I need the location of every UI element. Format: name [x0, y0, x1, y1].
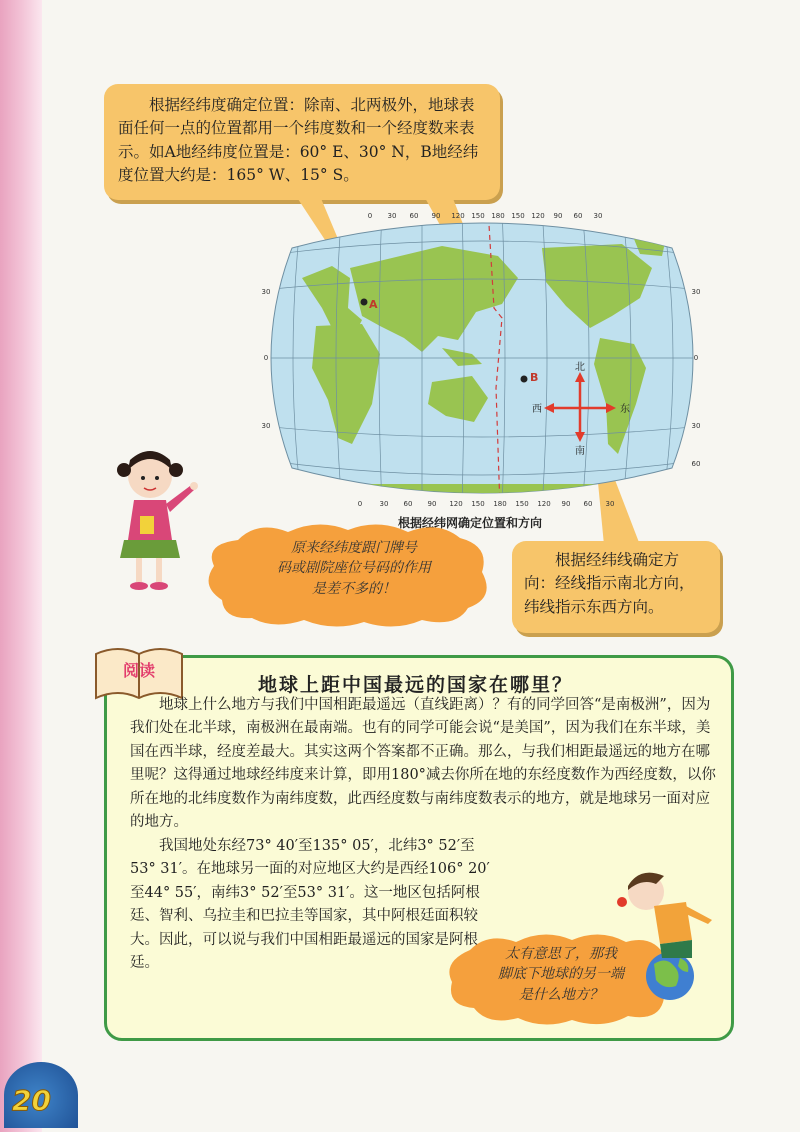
- bubble-left-line: 原来经纬度跟门牌号: [291, 540, 417, 556]
- bottom-tick: 180: [493, 500, 507, 508]
- bubble-right-line: 脚底下地球的另一端: [498, 966, 624, 983]
- top-tick: 180: [491, 212, 505, 220]
- bottom-tick: 30: [605, 500, 615, 508]
- compass-west: 西: [532, 404, 542, 415]
- bottom-tick: 30: [379, 500, 389, 508]
- callout-right-text: 根据经纬线确定方向：经线指示南北方向，纬线指示东西方向。: [524, 551, 695, 616]
- point-a-label: A: [369, 298, 378, 311]
- girl-thought-bubble: [198, 520, 498, 630]
- map-caption: 根据经纬网确定位置和方向: [398, 516, 543, 530]
- bottom-tick: 90: [561, 500, 571, 508]
- bottom-tick: 150: [515, 500, 529, 508]
- bubble-right-line: 太有意思了，那我: [505, 946, 617, 962]
- reading-paragraph: 我国地处东经73° 40′至135° 05′，北纬3° 52′至53° 31′。在地球另一面的对应地区大约是西经106° 20′至44° 55′，南纬3° 52′至53° 31′。这一地区包括阿根廷、智利、乌拉圭和巴拉圭等国家，其中阿根廷面积较大。因此，可以说与我们中国相距最遥远的国家是阿根廷。: [130, 837, 490, 972]
- top-tick: 150: [511, 212, 525, 220]
- point-a-marker: [361, 299, 368, 306]
- bottom-tick: 120: [449, 500, 463, 508]
- top-tick: 120: [531, 212, 545, 220]
- boy-on-globe-illustration: [616, 862, 728, 1002]
- bubble-left-line: 是差不多的！: [312, 580, 396, 597]
- top-tick: 30: [593, 212, 603, 220]
- bottom-tick: 150: [471, 500, 485, 508]
- top-tick: 120: [451, 212, 465, 220]
- compass-north: 北: [575, 362, 585, 373]
- top-tick: 60: [573, 212, 583, 220]
- bottom-tick: 90: [427, 500, 437, 508]
- girl-illustration: [110, 442, 206, 594]
- reading-paragraph: 地球上什么地方与我们中国相距最遥远（直线距离）？有的同学回答“是南极洲”，因为我们处在北半球，南极洲在最南端。也有的同学可能会说“是美国”，因为我们在东半球，美国在西半球，经度差最大。其实这两个答案都不正确。那么，与我们相距最遥远的地方在哪里呢？这得通过地球经纬度来计算，即用180°减去你所在地的东经度数作为西经度数，以你所在地的北纬度数作为南纬度数，此西经度数与南纬度数表示的地方，就是地球另一面对应的地方。: [130, 697, 716, 831]
- compass-east: 东: [620, 404, 630, 415]
- world-map: [262, 208, 702, 508]
- left-tick: 0: [263, 354, 269, 362]
- left-tick: 30: [262, 422, 271, 430]
- top-tick: 90: [431, 212, 441, 220]
- right-tick: 30: [691, 288, 701, 296]
- reading-title: 地球上距中国最远的国家在哪里？: [258, 674, 574, 696]
- page-number: 20: [12, 1084, 51, 1117]
- point-b-label: B: [530, 371, 539, 384]
- left-tick: 30: [262, 288, 271, 296]
- top-tick: 60: [409, 212, 419, 220]
- bottom-tick: 0: [357, 500, 363, 508]
- point-b-marker: [521, 376, 528, 383]
- bubble-right-line: 是什么地方？: [519, 986, 603, 1003]
- bottom-tick: 60: [403, 500, 413, 508]
- right-tick: 30: [691, 422, 701, 430]
- top-tick: 30: [387, 212, 397, 220]
- bottom-tick: 120: [537, 500, 551, 508]
- bubble-left-line: 码或剧院座位号码的作用: [277, 560, 431, 577]
- direction-callout: [512, 541, 720, 633]
- reading-badge-text: 阅读: [122, 661, 156, 680]
- bottom-tick: 60: [583, 500, 593, 508]
- top-tick: 90: [553, 212, 563, 220]
- compass-south: 南: [575, 446, 585, 457]
- top-tick: 0: [367, 212, 373, 220]
- right-tick: 0: [693, 354, 699, 362]
- top-tick: 150: [471, 212, 485, 220]
- callout-top-text: 根据经纬度确定位置：除南、北两极外，地球表面任何一点的位置都用一个纬度数和一个经度数来表示。如A地经纬度位置是：60° E、30° N，B地经纬度位置大约是：165° W、15° S。: [118, 96, 479, 184]
- right-tick: 60: [691, 460, 701, 468]
